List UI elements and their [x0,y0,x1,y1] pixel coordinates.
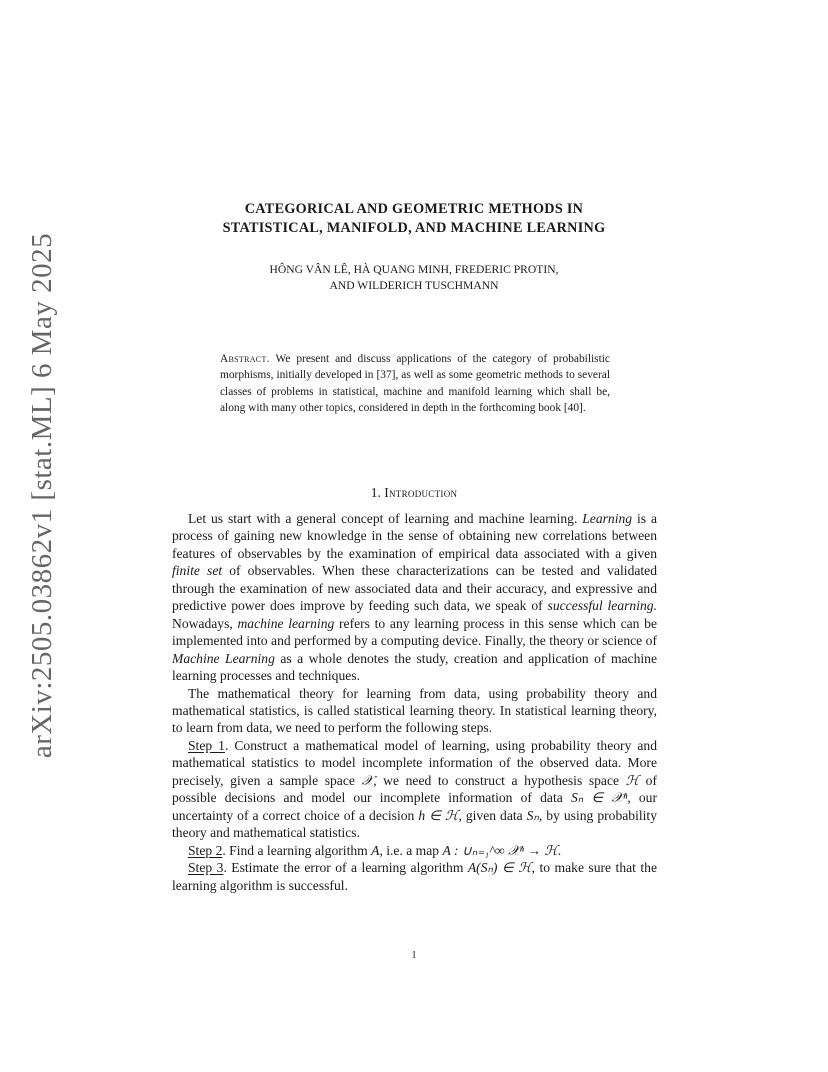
arxiv-identifier-text: arXiv:2505.03862v1 [stat.ML] 6 May 2025 [26,232,59,758]
paragraph-step-3: Step 3. Estimate the error of a learning algorithm A(Sₙ) ∈ ℋ, to make sure that the learning algorithm is successful. [172,860,657,893]
page-number: 1 [411,950,417,961]
paragraph-intro: Let us start with a general concept of learning and machine learning. Learning is a process of gaining new knowledge in the sense of obtaining new correlations between features of observables by the examination of empirical data associated with a given finite set of observables. When these characterizations can be tested and validated through the examination of new associated data and their accuracy, and expressive and predictive power does improve by feeding such data, we speak of successful learning. Nowadays, machine learning refers to any learning process in this sense which can be implemented into and performed by a computing device. Finally, the theory or science of Machine Learning as a whole denotes the study, creation and application of machine learning processes and techniques. [172,511,658,684]
section-title: Introduction [384,485,458,500]
authors-line-2: AND WILDERICH TUSCHMANN [329,279,499,292]
title-line-1: CATEGORICAL AND GEOMETRIC METHODS IN [244,201,584,217]
author-list [160,262,668,294]
step-1-label: Step 1 [188,737,225,753]
paragraph-step-2: Step 2. Find a learning algorithm A, i.e. a map A : ∪ₙ₌₁^∞ 𝒳ⁿ → ℋ. [188,842,562,858]
paper-title [160,200,668,238]
body-text [172,510,657,894]
section-heading [160,485,668,501]
abstract-text: We present and discuss applications of the category of probabilistic morphisms, initially developed in [37], as well as some geometric methods to several classes of problems in statistical, machine and manifold learning which shall be, along with many other topics, considered in depth in the forthcoming book [40]. [220,353,610,414]
paragraph-step-1: Step 1. Construct a mathematical model of learning, using probability theory and mathematical statistics to model incomplete information of the observed data. More precisely, given a sample space 𝒳, we need to construct a hypothesis space ℋ of possible decisions and model our incomplete information of data Sₙ ∈ 𝒳ⁿ, our uncertainty of a correct choice of a decision h ∈ ℋ, given data Sₙ, by using probability theory and mathematical statistics. [172,737,658,841]
paragraph-statistical-learning: The mathematical theory for learning from data, using probability theory and mathematical statistics, is called statistical learning theory. In statistical learning theory, to learn from data, we need to perform the following steps. [172,685,657,736]
section-number: 1. [370,485,381,500]
step-2-label: Step 2 [188,842,223,858]
step-3-label: Step 3 [188,860,224,876]
arxiv-identifier-stamp [16,232,70,758]
abstract-block [220,351,610,416]
abstract-label: Abstract. [220,353,270,365]
authors-line-1: HÔNG VÂN LÊ, HÀ QUANG MINH, FREDERIC PROTIN, [269,263,559,276]
title-line-2: STATISTICAL, MANIFOLD, AND MACHINE LEARNING [222,220,606,236]
